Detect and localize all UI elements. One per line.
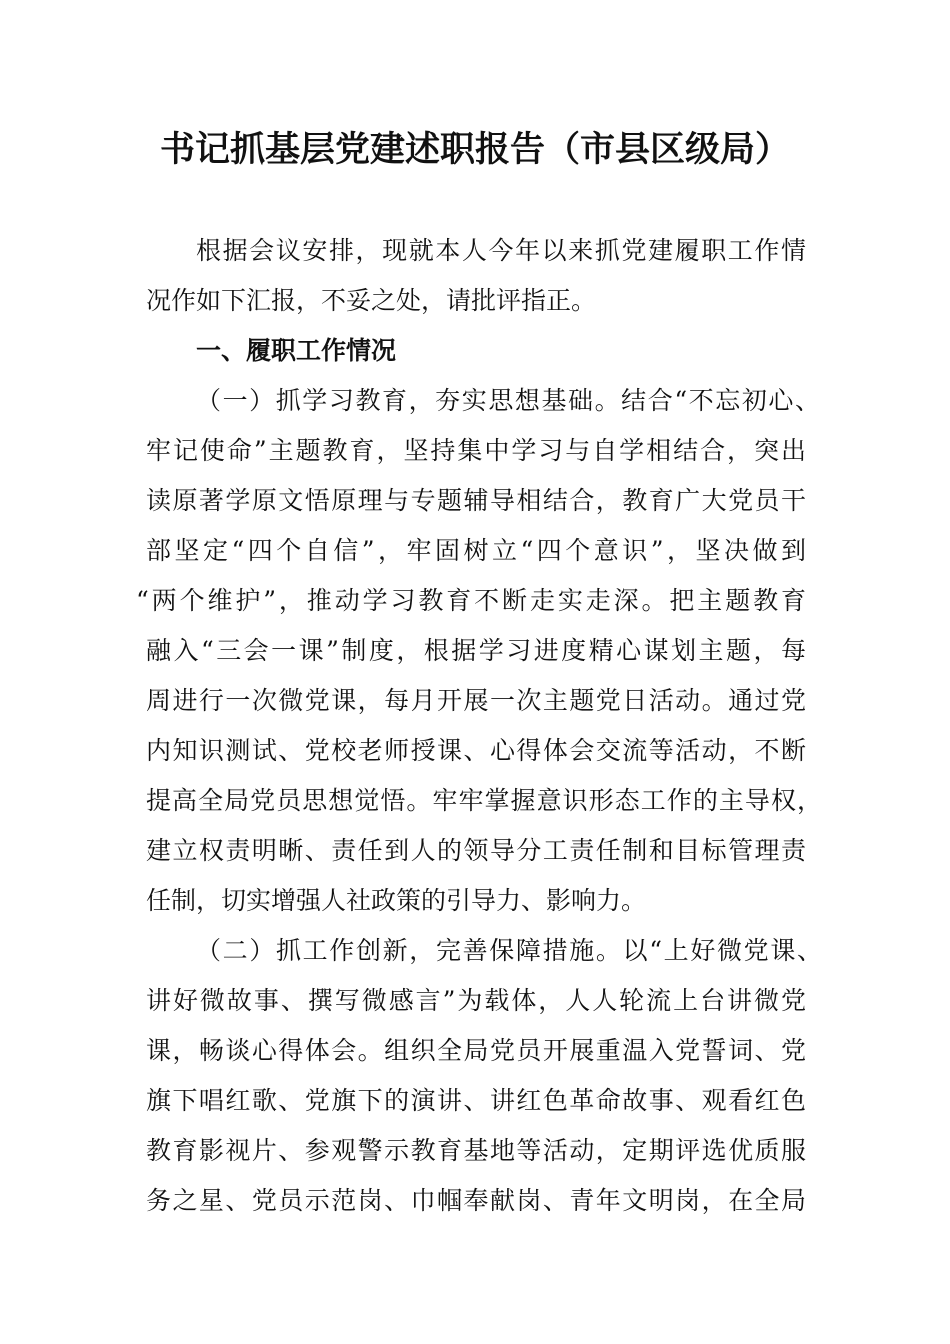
paragraph-line: 任制，切实增强人社政策的引导力、影响力。	[146, 886, 647, 915]
paragraph-line: 况作如下汇报，不妥之处，请批评指正。	[146, 286, 597, 315]
paragraph-line: 根据会议安排，现就本人今年以来抓党建履职工作情	[196, 236, 806, 265]
paragraph-line: 牢记使命”主题教育，坚持集中学习与自学相结合，突出	[146, 436, 806, 465]
paragraph-line: 教育影视片、参观警示教育基地等活动，定期评选优质服	[146, 1136, 806, 1165]
paragraph-line: 提高全局党员思想觉悟。牢牢掌握意识形态工作的主导权，	[146, 786, 822, 815]
paragraph-line: 内知识测试、党校老师授课、心得体会交流等活动，不断	[146, 736, 806, 765]
paragraph-line: 务之星、党员示范岗、巾帼奉献岗、青年文明岗，在全局	[146, 1186, 806, 1215]
paragraph-line: 周进行一次微党课，每月开展一次主题党日活动。通过党	[146, 686, 806, 715]
paragraph-line: 旗下唱红歌、党旗下的演讲、讲红色革命故事、观看红色	[146, 1086, 806, 1115]
paragraph-line: 建立权责明晰、责任到人的领导分工责任制和目标管理责	[146, 836, 806, 865]
paragraph-line: 部坚定“四个自信”，牢固树立“四个意识”，坚决做到	[146, 536, 806, 565]
document-title: 书记抓基层党建述职报告（市县区级局）	[159, 129, 790, 170]
paragraph-line: 融入“三会一课”制度，根据学习进度精心谋划主题，每	[146, 636, 806, 665]
paragraph-line: 课，畅谈心得体会。组织全局党员开展重温入党誓词、党	[146, 1036, 806, 1065]
paragraph-line: （二）抓工作创新，完善保障措施。以“上好微党课、	[196, 936, 822, 965]
paragraph-line: 读原著学原文悟原理与专题辅导相结合，教育广大党员干	[146, 486, 806, 515]
section-heading: 一、履职工作情况	[196, 336, 397, 365]
paragraph-line: “两个维护”，推动学习教育不断走实走深。把主题教育	[136, 586, 806, 615]
paragraph-line: 讲好微故事、撰写微感言”为载体，人人轮流上台讲微党	[146, 986, 806, 1015]
paragraph-line: （一）抓学习教育，夯实思想基础。结合“不忘初心、	[196, 386, 820, 415]
